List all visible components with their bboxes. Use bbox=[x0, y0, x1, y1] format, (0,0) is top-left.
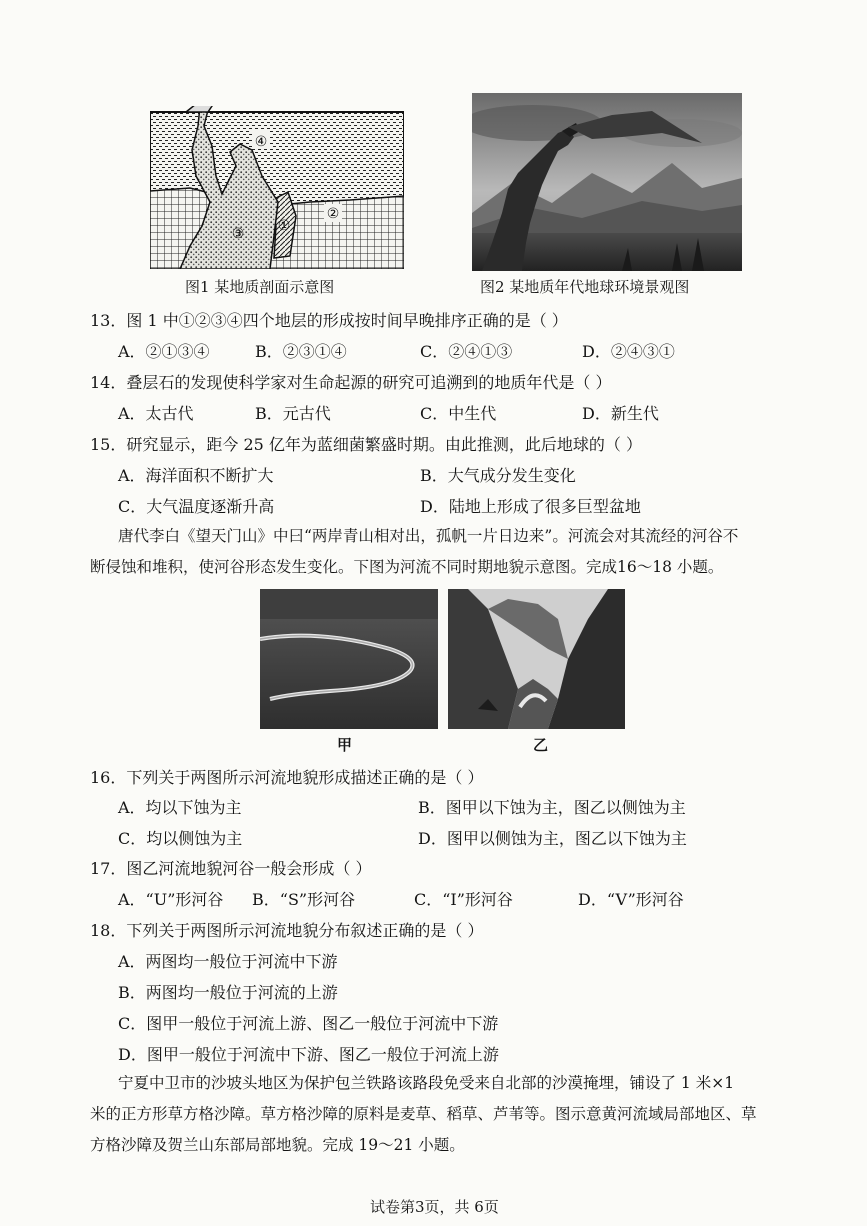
q17-stem: 17．图乙河流地貌河谷一般会形成（ ） bbox=[90, 859, 372, 878]
q16-option-c[interactable]: C．均以侧蚀为主 bbox=[118, 829, 243, 848]
q13-option-d[interactable]: D．②④③① bbox=[582, 342, 675, 361]
layer-label-3: ③ bbox=[231, 226, 245, 242]
q15-option-d[interactable]: D．陆地上形成了很多巨型盆地 bbox=[420, 497, 641, 516]
q15-option-c[interactable]: C．大气温度逐渐升高 bbox=[118, 497, 275, 516]
q18-option-b[interactable]: B．两图均一般位于河流的上游 bbox=[118, 983, 338, 1002]
q18-option-c[interactable]: C．图甲一般位于河流上游、图乙一般位于河流中下游 bbox=[118, 1014, 499, 1033]
q16-stem: 16．下列关于两图所示河流地貌形成描述正确的是（ ） bbox=[90, 768, 484, 787]
fig2-caption: 图2 某地质年代地球环境景观图 bbox=[480, 278, 690, 296]
q16-option-a[interactable]: A．均以下蚀为主 bbox=[118, 798, 242, 817]
q18-stem: 18．下列关于两图所示河流地貌分布叙述正确的是（ ） bbox=[90, 921, 484, 940]
q17-option-c[interactable]: C．“I”形河谷 bbox=[414, 890, 513, 909]
q15-option-a[interactable]: A．海洋面积不断扩大 bbox=[118, 466, 274, 485]
river-meander-photo bbox=[260, 589, 438, 729]
q13-option-c[interactable]: C．②④①③ bbox=[420, 342, 513, 361]
q14-option-d[interactable]: D．新生代 bbox=[582, 404, 659, 423]
layer-label-1: ① bbox=[277, 218, 291, 234]
q13-stem: 13．图 1 中①②③④四个地层的形成按时间早晚排序正确的是（ ） bbox=[90, 311, 568, 330]
passage2-line2: 米的正方形草方格沙障。草方格沙障的原料是麦草、稻草、芦苇等。图示意黄河流域局部地区、草 bbox=[90, 1105, 757, 1123]
river-caption-yi: 乙 bbox=[533, 736, 549, 754]
q15-option-b[interactable]: B．大气成分发生变化 bbox=[420, 466, 576, 485]
q16-option-b[interactable]: B．图甲以下蚀为主，图乙以侧蚀为主 bbox=[418, 798, 686, 817]
q13-option-a[interactable]: A．②①③④ bbox=[118, 342, 210, 361]
layer-label-4: ④ bbox=[254, 134, 268, 150]
q17-option-a[interactable]: A．“U”形河谷 bbox=[118, 890, 224, 909]
q17-option-b[interactable]: B．“S”形河谷 bbox=[252, 890, 356, 909]
prehistoric-landscape-photo bbox=[472, 93, 742, 271]
geologic-section-diagram bbox=[150, 106, 404, 269]
q16-option-d[interactable]: D．图甲以侧蚀为主，图乙以下蚀为主 bbox=[418, 829, 687, 848]
geologic-section-figure bbox=[150, 106, 404, 269]
passage1-line2: 断侵蚀和堆积，使河谷形态发生变化。下图为河流不同时期地貌示意图。完成16～18 小题。 bbox=[90, 558, 724, 576]
passage2-line3: 方格沙障及贺兰山东部局部地貌。完成 19～21 小题。 bbox=[90, 1136, 465, 1154]
fig1-caption: 图1 某地质剖面示意图 bbox=[185, 278, 335, 296]
q14-option-c[interactable]: C．中生代 bbox=[420, 404, 497, 423]
q13-option-b[interactable]: B．②③①④ bbox=[255, 342, 347, 361]
page-footer: 试卷第3页，共 6页 bbox=[370, 1198, 499, 1216]
passage2-line1: 宁夏中卫市的沙坡头地区为保护包兰铁路该路段免受来自北部的沙漠掩埋，铺设了 1 米×1 bbox=[118, 1074, 735, 1092]
q17-option-d[interactable]: D．“V”形河谷 bbox=[578, 890, 684, 909]
q14-option-b[interactable]: B．元古代 bbox=[255, 404, 331, 423]
q15-stem: 15．研究显示，距今 25 亿年为蓝细菌繁盛时期。由此推测，此后地球的（ ） bbox=[90, 435, 642, 454]
q18-option-a[interactable]: A．两图均一般位于河流中下游 bbox=[118, 952, 338, 971]
q18-option-d[interactable]: D．图甲一般位于河流中下游、图乙一般位于河流上游 bbox=[118, 1045, 499, 1064]
river-caption-jia: 甲 bbox=[337, 736, 353, 754]
layer-label-2: ② bbox=[326, 206, 340, 222]
river-vvalley-photo bbox=[448, 589, 625, 729]
passage1-line1: 唐代李白《望天门山》中曰“两岸青山相对出，孤帆一片日边来”。河流会对其流经的河谷不 bbox=[118, 527, 739, 545]
q14-stem: 14．叠层石的发现使科学家对生命起源的研究可追溯到的地质年代是（ ） bbox=[90, 373, 612, 392]
q14-option-a[interactable]: A．太古代 bbox=[118, 404, 194, 423]
